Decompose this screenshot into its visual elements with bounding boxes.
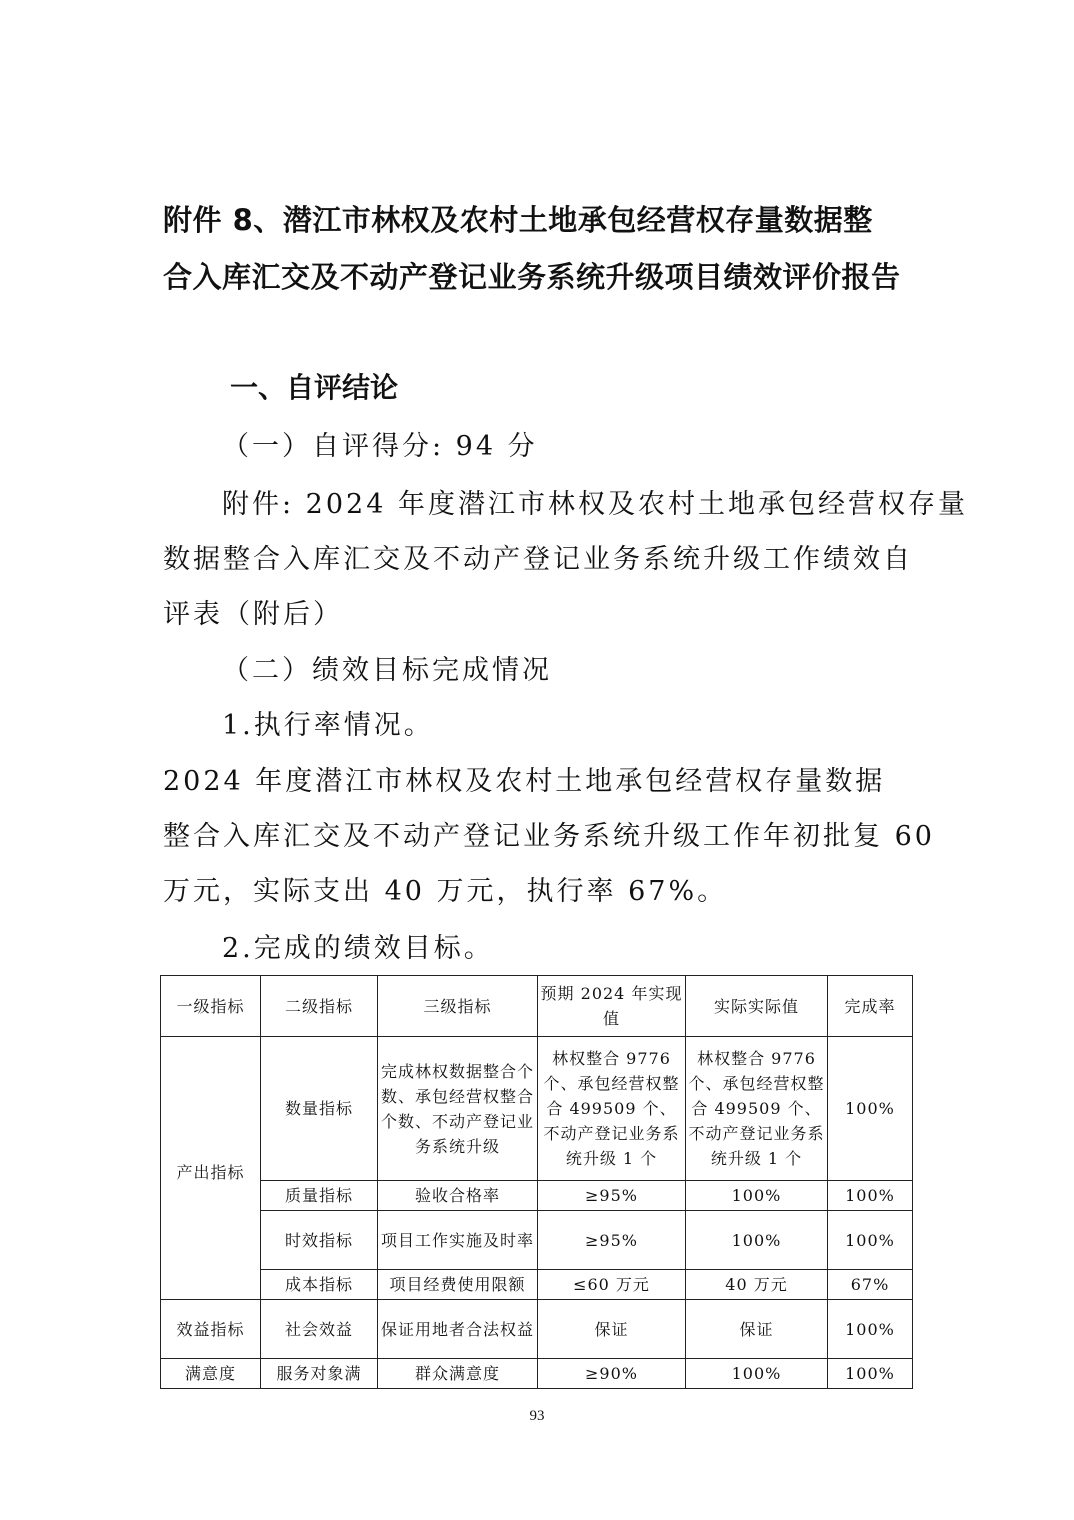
actual-cell: 100%	[686, 1359, 828, 1389]
title-line-1: 附件 8、潜江市林权及农村土地承包经营权存量数据整	[163, 203, 873, 237]
item-execution-rate: 1.执行率情况。	[222, 710, 434, 741]
header-cell: 三级指标	[378, 976, 538, 1037]
header-cell: 实际实际值	[686, 976, 828, 1037]
rate-cell: 100%	[828, 1211, 913, 1270]
level3-cell: 验收合格率	[378, 1181, 538, 1211]
table-header-row	[161, 976, 913, 1037]
section-heading: 一、自评结论	[230, 371, 399, 404]
header-cell: 预期 2024 年实现值	[538, 976, 686, 1037]
group-cell-satisfaction: 满意度	[161, 1359, 261, 1389]
subheading-goals: （二）绩效目标完成情况	[222, 655, 552, 686]
execution-line-1: 2024 年度潜江市林权及农村土地承包经营权存量数据	[163, 766, 886, 797]
rate-cell: 100%	[828, 1359, 913, 1389]
actual-cell: 林权整合 9776 个、承包经营权整合 499509 个、不动产登记业务系统升级 1 个	[686, 1037, 828, 1181]
attachment-line-1: 附件: 2024 年度潜江市林权及农村土地承包经营权存量	[222, 489, 968, 520]
group-cell-benefit: 效益指标	[161, 1300, 261, 1359]
table-row	[161, 1300, 913, 1359]
level2-cell: 服务对象满	[261, 1359, 378, 1389]
self-score: （一）自评得分: 94 分	[222, 431, 538, 462]
level2-cell: 社会效益	[261, 1300, 378, 1359]
expected-cell: ≥95%	[538, 1211, 686, 1270]
table-row	[161, 1037, 913, 1181]
table-row	[161, 1181, 913, 1211]
level3-cell: 完成林权数据整合个数、承包经营权整合个数、不动产登记业务系统升级	[378, 1037, 538, 1181]
expected-cell: 保证	[538, 1300, 686, 1359]
level3-cell: 保证用地者合法权益	[378, 1300, 538, 1359]
level2-cell: 质量指标	[261, 1181, 378, 1211]
rate-cell: 100%	[828, 1181, 913, 1211]
level2-cell: 成本指标	[261, 1270, 378, 1300]
execution-line-3: 万元，实际支出 40 万元，执行率 67%。	[163, 876, 728, 907]
level2-cell: 数量指标	[261, 1037, 378, 1181]
actual-cell: 100%	[686, 1211, 828, 1270]
rate-cell: 100%	[828, 1300, 913, 1359]
title-line-2: 合入库汇交及不动产登记业务系统升级项目绩效评价报告	[163, 260, 901, 294]
header-cell: 完成率	[828, 976, 913, 1037]
performance-table	[160, 975, 913, 1389]
level3-cell: 项目经费使用限额	[378, 1270, 538, 1300]
execution-line-2: 整合入库汇交及不动产登记业务系统升级工作年初批复 60	[163, 821, 935, 852]
level3-cell: 项目工作实施及时率	[378, 1211, 538, 1270]
table-row	[161, 1211, 913, 1270]
actual-cell: 100%	[686, 1181, 828, 1211]
attachment-line-3: 评表（附后）	[163, 599, 343, 630]
attachment-line-2: 数据整合入库汇交及不动产登记业务系统升级工作绩效自	[163, 544, 913, 575]
expected-cell: ≤60 万元	[538, 1270, 686, 1300]
actual-cell: 保证	[686, 1300, 828, 1359]
level3-cell: 群众满意度	[378, 1359, 538, 1389]
group-cell-output: 产出指标	[161, 1037, 261, 1300]
header-cell: 一级指标	[161, 976, 261, 1037]
table-row	[161, 1270, 913, 1300]
header-cell: 二级指标	[261, 976, 378, 1037]
expected-cell: ≥90%	[538, 1359, 686, 1389]
actual-cell: 40 万元	[686, 1270, 828, 1300]
level2-cell: 时效指标	[261, 1211, 378, 1270]
rate-cell: 100%	[828, 1037, 913, 1181]
rate-cell: 67%	[828, 1270, 913, 1300]
item-completed-goals: 2.完成的绩效目标。	[222, 933, 494, 964]
page-number: 93	[529, 1408, 545, 1424]
expected-cell: 林权整合 9776 个、承包经营权整合 499509 个、不动产登记业务系统升级 1 个	[538, 1037, 686, 1181]
expected-cell: ≥95%	[538, 1181, 686, 1211]
table-row	[161, 1359, 913, 1389]
